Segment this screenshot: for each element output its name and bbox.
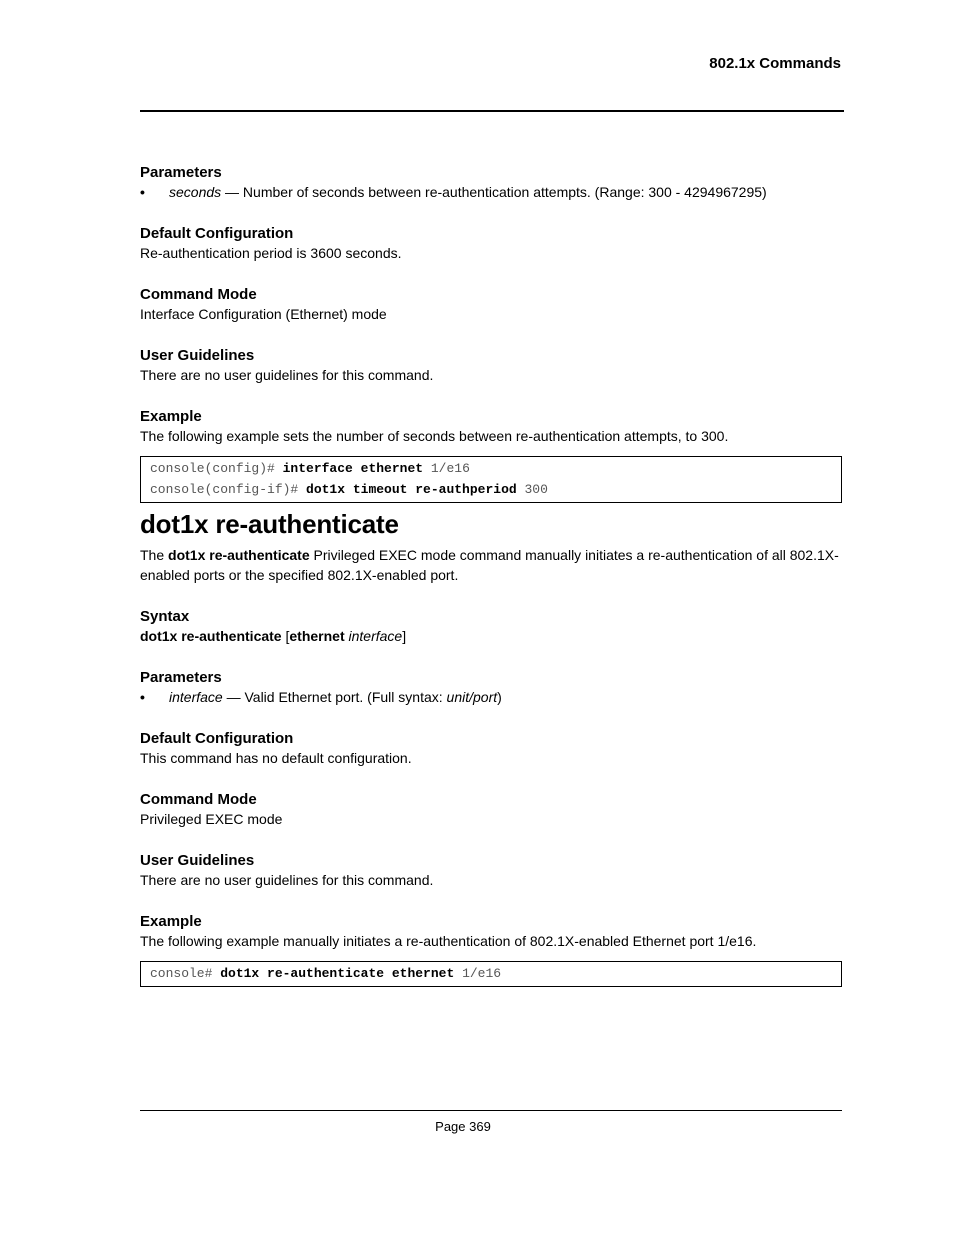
command-title: dot1x re-authenticate (140, 509, 399, 539)
section-heading: User Guidelines (140, 347, 255, 364)
parameters-section (140, 668, 842, 707)
prev-default-config-section (140, 224, 842, 263)
syntax-section (140, 607, 842, 646)
syntax-param: interface (348, 628, 403, 644)
section-heading: Parameters (140, 164, 222, 181)
intro-text (140, 545, 842, 585)
command-intro (140, 545, 842, 585)
syntax-keyword: ethernet (289, 628, 345, 644)
parameter-item (140, 687, 842, 707)
code-prompt: console(config)# (150, 461, 283, 476)
bullet-icon: • (140, 689, 145, 705)
parameter-desc-end: ) (497, 689, 502, 705)
prev-parameters-section (140, 163, 842, 202)
section-heading: Default Configuration (140, 225, 294, 242)
section-text: Interface Configuration (Ethernet) mode (140, 306, 387, 322)
code-argument: 1/e16 (454, 966, 502, 981)
code-command: interface ethernet (282, 461, 424, 476)
intro-command: dot1x re-authenticate (168, 547, 310, 563)
parameter-text (169, 182, 767, 202)
parameter-name: interface (169, 689, 223, 705)
running-header-title: 802.1x Commands (709, 55, 841, 72)
section-text: The following example manually initiates a re-authentication of 802.1X-enabled Ethernet port 1/e16. (140, 933, 757, 949)
code-argument: 1/e16 (423, 461, 470, 476)
section-heading: Command Mode (140, 791, 257, 808)
syntax-bracket-open: [ (281, 628, 290, 644)
page-content (140, 163, 842, 987)
example-section (140, 912, 842, 987)
section-heading: Syntax (140, 608, 190, 625)
prev-command-mode-section (140, 285, 842, 324)
intro-pre: The (140, 547, 169, 563)
code-prompt: console(config-if)# (150, 482, 307, 497)
section-heading: Command Mode (140, 286, 257, 303)
section-heading: Example (140, 913, 202, 930)
section-text: There are no user guidelines for this command. (140, 872, 434, 888)
code-line (150, 963, 832, 984)
section-heading: Default Configuration (140, 730, 294, 747)
code-command: dot1x timeout re-authperiod (306, 482, 517, 497)
section-heading: User Guidelines (140, 852, 255, 869)
code-line (150, 479, 832, 500)
section-text: This command has no default configuration. (140, 750, 412, 766)
header-divider (140, 110, 844, 112)
page-number: Page 369 (435, 1119, 491, 1134)
parameter-desc: — Valid Ethernet port. (Full syntax: (222, 689, 447, 705)
parameter-desc: — Number of seconds between re-authentication attempts. (Range: 300 - 4294967295) (221, 184, 767, 200)
section-text: Re-authentication period is 3600 seconds. (140, 245, 402, 261)
section-text: Privileged EXEC mode (140, 811, 283, 827)
code-example-box (140, 456, 842, 503)
code-command: dot1x re-authenticate ethernet (220, 966, 455, 981)
syntax-command: dot1x re-authenticate (140, 628, 282, 644)
bullet-icon: • (140, 184, 145, 200)
parameter-name: seconds (169, 184, 222, 200)
parameter-syntax: unit/port (446, 689, 498, 705)
section-heading: Parameters (140, 669, 222, 686)
user-guidelines-section (140, 851, 842, 890)
syntax-bracket-close: ] (402, 628, 407, 644)
code-prompt: console# (150, 966, 221, 981)
section-text: The following example sets the number of seconds between re-authentication attempts, to 300. (140, 428, 729, 444)
syntax-line (140, 626, 842, 646)
parameter-text (169, 687, 502, 707)
section-heading: Example (140, 408, 202, 425)
code-line (150, 458, 832, 479)
prev-user-guidelines-section (140, 346, 842, 385)
footer-divider (140, 1110, 842, 1111)
intro-post: Privileged EXEC mode command manually initiates a re-authentication of all 802.1X-enabled ports or the specified 802.1X-enabled port. (140, 547, 839, 583)
command-mode-section (140, 790, 842, 829)
code-example-box (140, 961, 842, 987)
section-text: There are no user guidelines for this command. (140, 367, 434, 383)
code-argument: 300 (516, 482, 548, 497)
prev-example-section (140, 407, 842, 503)
parameter-item (140, 182, 842, 202)
default-config-section (140, 729, 842, 768)
